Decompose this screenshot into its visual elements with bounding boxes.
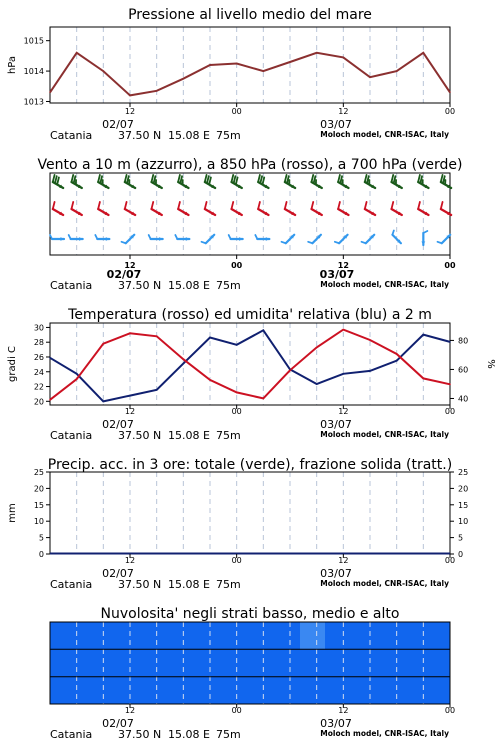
pressure-point [156,90,158,92]
wind-frame [50,173,450,255]
cloud-cell [425,622,451,649]
cloud-cell [425,649,451,676]
y-tick-label: 28 [33,338,44,348]
location-name: Catania [50,429,93,442]
wind-hour-labels [124,255,456,270]
cloud-cell [50,622,76,649]
pressure-point [129,95,131,97]
y-tick-label: 15 [33,500,44,510]
wind-barb-feather [418,202,420,209]
hour-label: 12 [124,556,136,565]
wind-barb-feather [231,202,233,209]
cloud-cells [50,622,451,704]
wind-barb-head [159,237,163,241]
wind-barb-feather [95,235,97,239]
hour-label: 12 [124,706,136,715]
humidity-point [156,389,158,391]
wind-barb-feather [71,175,73,182]
pressure-title: Pressione al livello medio del mare [128,7,372,23]
cloud-cell [200,677,226,704]
pressure-date-2: 03/07 [320,118,352,131]
location-lon: 15.08 E [168,279,210,292]
hour-label: 00 [231,556,242,565]
precipitation-date-2: 03/07 [320,567,352,580]
model-label: Moloch model, CNR-ISAC, Italy [320,130,449,139]
precipitation-date-1: 02/07 [102,567,134,580]
temperature-point [76,378,78,380]
hour-label: 12 [338,556,349,565]
cloud-cell [75,677,101,704]
wind-barb-feather [308,242,312,243]
wind-barb-feather [441,202,443,209]
pressure-point [449,92,451,94]
location-lon: 15.08 E [168,578,210,591]
y-tick-label: 30 [33,323,44,333]
cloud-cell [400,649,426,676]
wind-barb-feather [69,235,71,239]
y-tick-label-right: 40 [458,394,469,404]
wind-barb [53,202,63,215]
cloud-cell [350,649,376,676]
humidity-point [209,337,211,339]
cloud-title: Nuvolosita' negli strati basso, medio e alto [100,606,400,622]
wind-barb-feather [423,231,427,233]
location-lat: 37.50 N [118,429,162,442]
location-lat: 37.50 N [118,728,162,741]
cloud-cell [175,649,201,676]
wind-barb [282,235,295,243]
wind-barb-feather [53,175,55,182]
wind-barb-feather [71,202,73,209]
precipitation-grid [77,472,424,554]
pressure-point [369,76,371,78]
wind-barb [229,235,243,241]
wind-title: Vento a 10 m (azzurro), a 850 hPa (rosso), a 700 hPa (verde) [37,157,463,173]
hour-label: 12 [124,407,136,416]
y-tick-label-right: 20 [458,484,469,494]
cloud-cell [200,622,226,649]
cloud-cell [250,622,276,649]
temperature-point [263,398,265,400]
pressure-ylabel: hPa [7,55,18,75]
hour-label: 12 [338,107,349,116]
location-elev: 75m [216,728,241,741]
wind-barb-feather [205,175,207,182]
hour-label: 12 [124,107,136,116]
wind-barb-head [266,237,270,241]
y-tick-label-right: 0 [458,550,464,559]
wind-barb-feather [260,176,262,183]
humidity-point [236,344,238,346]
y-tick-label: 25 [33,468,44,477]
wind-barb-feather [365,202,367,209]
cloud-cell [250,649,276,676]
humidity-point [103,401,105,403]
wind-barb-feather [438,242,442,243]
wind-barb-head [186,237,190,241]
cloud-cell [75,649,101,676]
hour-label: 00 [231,107,242,116]
precipitation-title: Precip. acc. in 3 ore: totale (verde), frazione solida (tratt.) [47,457,453,473]
humidity-point [396,360,398,362]
pressure-line [50,53,450,96]
wind-barb-feather [53,202,55,209]
wind-barb [53,175,63,188]
hour-label: 12 [337,261,349,270]
temperature-point [369,339,371,341]
cloud-cell [225,677,251,704]
wind-barb-feather [55,176,57,183]
wind-barb-feather [338,175,340,182]
pressure-point [289,61,291,63]
pressure-point [263,70,265,72]
location-lon: 15.08 E [168,129,210,142]
wind-barb [95,235,109,241]
wind-barb-feather [151,202,153,209]
wind-barb [69,235,83,241]
temperature-point [129,333,131,335]
cloud-date-1: 02/07 [102,717,134,730]
cloud-cell [225,622,251,649]
wind-barb-head [421,241,425,245]
wind-barb-feather [392,231,393,235]
temperature-line [50,330,450,400]
temperature-hour-labels [125,405,455,416]
cloud-cell [275,622,301,649]
y-tick-label: 24 [33,367,44,377]
temperature-grid [77,323,424,405]
location-name: Catania [50,728,93,741]
humidity-point [449,341,451,343]
y-tick-label: 20 [33,397,44,407]
wind-barb-feather [175,235,177,239]
cloud-cell [50,677,76,704]
cloud-cell [125,622,151,649]
y-tick-label: 26 [33,352,44,362]
wind-barb [255,235,269,241]
pressure-point [209,64,211,66]
wind-barb [122,235,135,243]
pressure-point [236,63,238,65]
wind-barb-feather [335,242,339,243]
wind-barb-feather [98,202,100,209]
pressure-point [343,57,345,59]
y-tick-label: 0 [38,550,44,559]
temperature-point [396,353,398,355]
wind-barb [50,235,64,241]
hour-label: 00 [444,706,456,715]
pressure-panel [7,7,455,142]
wind-barb [308,235,321,243]
location-elev: 75m [216,578,241,591]
wind-barb-feather [338,202,340,209]
humidity-point [369,370,371,372]
cloud-cell [250,677,276,704]
hour-label: 12 [338,706,349,715]
y-tick-label-right: 10 [458,517,469,527]
pressure-point [49,92,51,94]
wind-barb-feather [391,202,393,209]
wind-barb-feather [229,235,231,239]
wind-barb-feather [125,202,127,209]
wind-barb-feather [282,242,286,243]
hour-label: 00 [444,107,456,116]
pressure-y-ticks [24,37,50,107]
wind-barb [438,235,451,243]
cloud-cell [225,649,251,676]
wind-barb-feather [151,175,153,182]
wind-barb-feather [311,202,313,209]
wind-barb-feather [125,175,127,182]
y-tick-label: 1015 [23,36,44,46]
temperature-point [343,329,345,331]
cloud-cell [175,622,201,649]
wind-barb-feather [255,235,257,239]
wind-barb-head [239,237,243,241]
wind-panel [37,157,462,292]
wind-barb-feather [258,175,260,182]
cloud-cell [325,622,351,649]
cloud-cell [350,622,376,649]
wind-barb-feather [365,175,367,182]
wind-barb-feather [178,202,180,209]
model-label: Moloch model, CNR-ISAC, Italy [320,729,449,738]
wind-barb-feather [149,235,151,239]
wind-barb-feather [57,177,59,184]
wind-barb [335,235,348,243]
wind-barb-head [60,237,64,241]
cloud-cell [325,649,351,676]
wind-barb [149,235,163,241]
pressure-hour-labels [125,103,455,116]
humidity-point [423,334,425,336]
location-name: Catania [50,129,93,142]
temperature-ylabel: gradi C [7,346,18,382]
y-tick-label-right: 5 [458,533,464,543]
model-label: Moloch model, CNR-ISAC, Italy [320,280,449,289]
cloud-cell [300,677,326,704]
pressure-point [423,52,425,54]
temperature-date-2: 03/07 [320,418,352,431]
humidity-y-ticks [450,336,468,403]
model-label: Moloch model, CNR-ISAC, Italy [320,430,449,439]
cloud-cell [75,622,101,649]
temperature-panel [7,307,496,442]
cloud-cell [275,677,301,704]
temperature-point [103,343,105,345]
hour-label: 00 [231,706,242,715]
wind-barb-feather [285,175,287,182]
wind-barb-feather [122,242,126,243]
cloud-cell [350,677,376,704]
wind-barbs [50,175,451,245]
precipitation-ylabel: mm [7,503,18,523]
y-tick-label: 20 [33,484,44,494]
cloud-cell [425,677,451,704]
hour-label: 12 [338,407,349,416]
y-tick-label: 5 [38,533,44,543]
location-elev: 75m [216,429,241,442]
y-tick-label-right: 15 [458,500,469,510]
pressure-point [396,70,398,72]
pressure-frame [50,27,450,103]
temperature-point [209,379,211,381]
humidity-point [343,373,345,375]
precipitation-frame [50,472,450,554]
precipitation-hour-labels [125,554,455,565]
precipitation-y-ticks [34,468,468,559]
cloud-cell [50,649,76,676]
wind-barb-feather [285,202,287,209]
wind-barb [421,231,427,245]
y-tick-label-right: 25 [458,468,469,477]
temperature-title: Temperatura (rosso) ed umidita' relativa (blu) a 2 m [68,307,432,323]
cloud-date-2: 03/07 [320,717,352,730]
wind-barb-feather [236,177,238,184]
wind-barb-head [106,237,110,241]
wind-date-2: 03/07 [319,268,355,281]
location-lat: 37.50 N [118,279,162,292]
wind-date-1: 02/07 [106,268,142,281]
wind-barb-feather [202,242,206,243]
wind-barb [362,235,375,243]
hour-label: 12 [124,261,136,270]
cloud-cell [150,649,176,676]
y-tick-label-right: 80 [458,336,469,346]
temperature-point [236,392,238,394]
wind-barb-head [79,237,83,241]
y-tick-label: 22 [33,382,44,392]
cloud-cell [325,677,351,704]
pressure-point [103,70,105,72]
wind-barb-feather [178,175,180,182]
pressure-point [316,52,318,54]
hour-label: 00 [231,261,243,270]
cloud-cell [300,649,326,676]
cloud-cell [200,649,226,676]
humidity-point [129,395,131,397]
location-elev: 75m [216,279,241,292]
wind-barb-feather [98,175,100,182]
temperature-y-ticks [34,323,50,406]
model-label: Moloch model, CNR-ISAC, Italy [320,579,449,588]
pressure-point [76,52,78,54]
pressure-date-1: 02/07 [102,118,134,131]
temperature-date-1: 02/07 [102,418,134,431]
humidity-point [76,373,78,375]
wind-barb-feather [311,175,313,182]
wind-barb-feather [362,242,366,243]
location-lon: 15.08 E [168,429,210,442]
wind-barb-feather [258,202,260,209]
cloud-hour-labels [125,704,455,715]
location-lon: 15.08 E [168,728,210,741]
y-tick-label-right: 60 [458,365,469,375]
humidity-ylabel: % [485,359,496,369]
wind-barb-feather [209,177,211,184]
wind-barb-feather [205,202,207,209]
wind-barb-feather [262,177,264,184]
wind-barb [202,235,215,243]
temperature-point [423,378,425,380]
location-lat: 37.50 N [118,129,162,142]
temperature-point [449,384,451,386]
humidity-point [183,363,185,365]
pressure-grid [77,27,424,103]
temperature-point [49,399,51,401]
hour-label: 00 [444,261,456,270]
location-name: Catania [50,279,93,292]
temperature-point [156,335,158,337]
cloud-cell [150,677,176,704]
pressure-point [183,78,185,80]
wind-barb [175,235,189,241]
wind-barb-feather [391,175,393,182]
humidity-point [49,357,51,359]
precipitation-panel [7,457,468,591]
cloud-cell [175,677,201,704]
location-elev: 75m [216,129,241,142]
location-name: Catania [50,578,93,591]
cloud-cell [275,649,301,676]
humidity-point [316,383,318,385]
wind-barb-feather [207,176,209,183]
cloud-cell [150,622,176,649]
temperature-point [316,347,318,349]
location-lat: 37.50 N [118,578,162,591]
wind-barb-feather [231,175,233,182]
cloud-cell [125,677,151,704]
y-tick-label: 1014 [23,67,44,77]
cloud-cell [400,677,426,704]
cloud-panel [50,606,455,741]
wind-barb-feather [234,176,236,183]
temperature-point [183,358,185,360]
y-tick-label: 1013 [23,97,44,107]
cloud-cell [300,622,326,649]
wind-barb-feather [418,175,420,182]
humidity-point [263,329,265,331]
hour-label: 00 [231,407,242,416]
hour-label: 00 [444,556,456,565]
cloud-cell [400,622,426,649]
hour-label: 00 [444,407,456,416]
y-tick-label: 10 [33,517,44,527]
cloud-cell [125,649,151,676]
wind-barb-feather [441,175,443,182]
temperature-point [289,369,291,371]
